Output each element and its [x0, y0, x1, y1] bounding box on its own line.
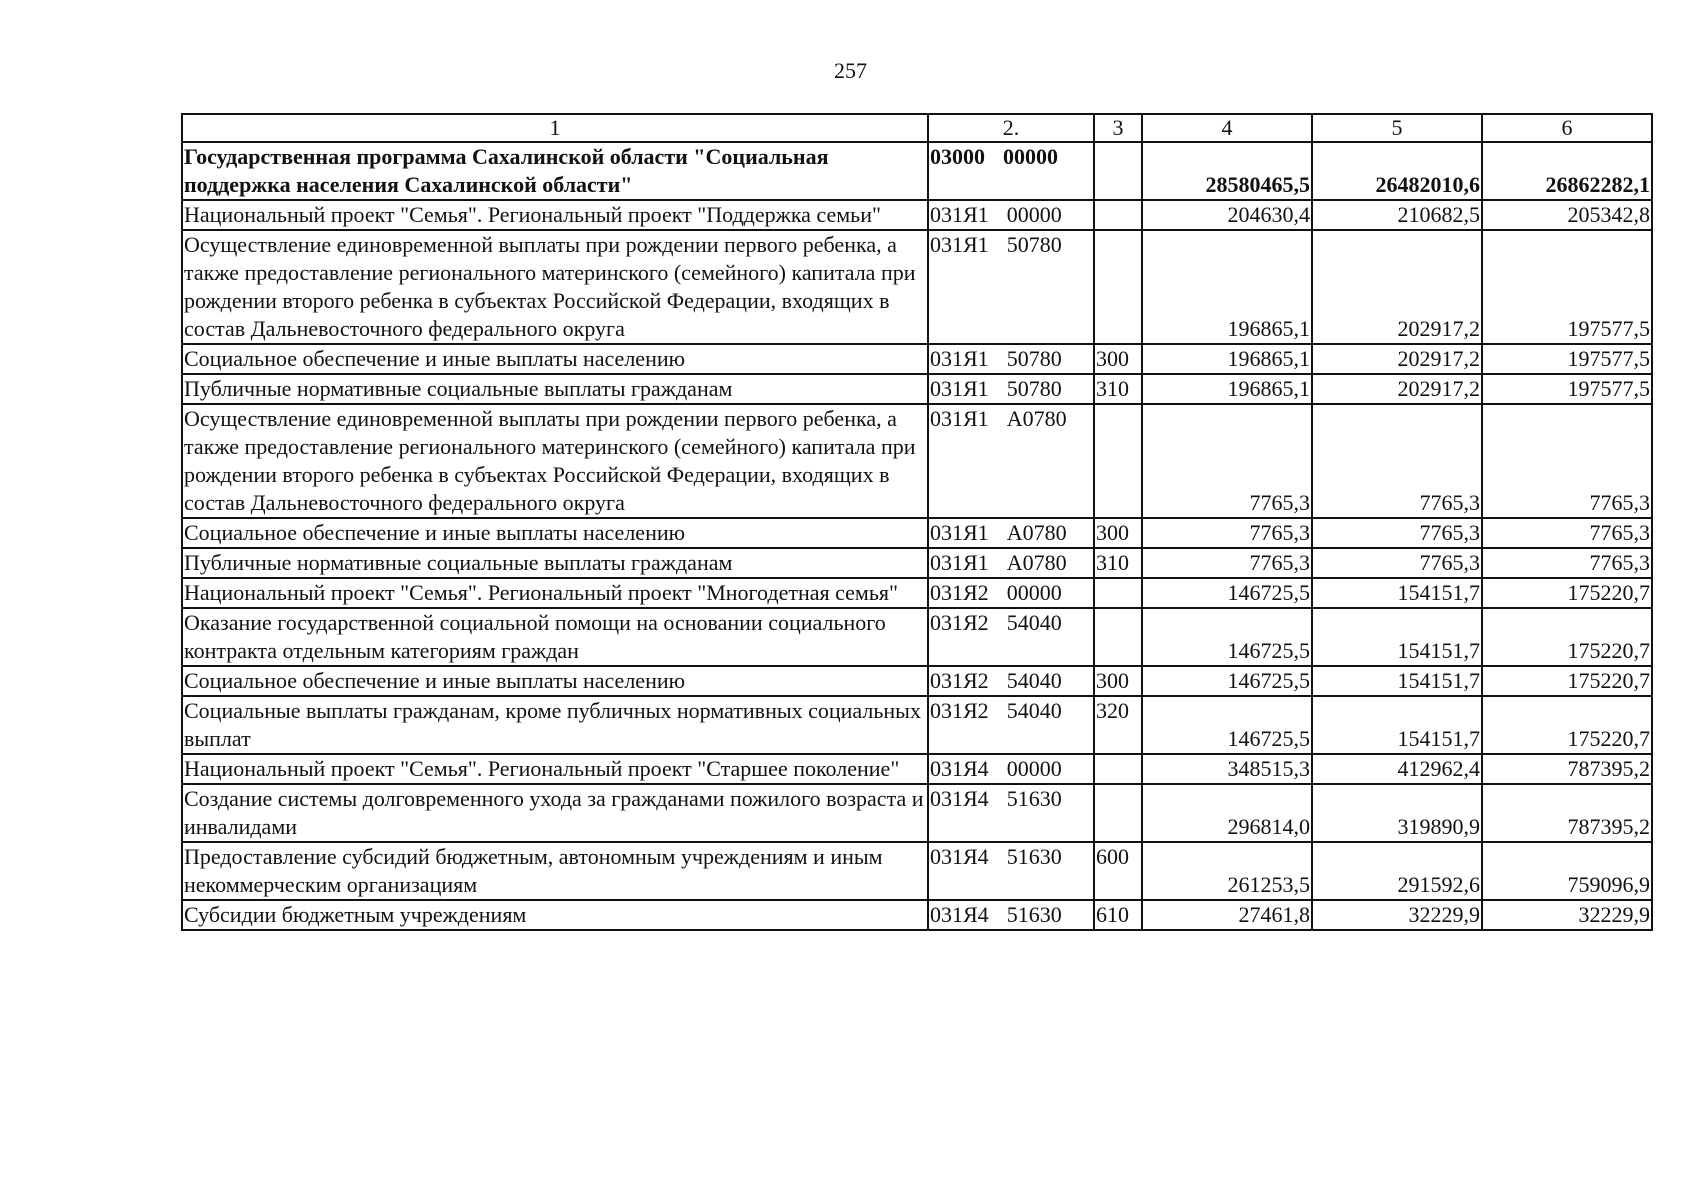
program-code: 031Я1 — [930, 202, 989, 227]
header-row — [182, 114, 1652, 142]
direction-code: А0780 — [1006, 550, 1067, 575]
row-value-6: 759096,9 — [1482, 842, 1652, 900]
row-value-5: 412962,4 — [1312, 754, 1482, 784]
row-value-4: 7765,3 — [1142, 548, 1312, 578]
table-row — [182, 518, 1652, 548]
table-row — [182, 754, 1652, 784]
row-value-6: 205342,8 — [1482, 200, 1652, 230]
row-value-6: 26862282,1 — [1482, 142, 1652, 200]
table-row — [182, 404, 1652, 518]
table-row — [182, 784, 1652, 842]
header-cell-3: 3 — [1094, 114, 1142, 142]
row-expense-type: 310 — [1094, 548, 1142, 578]
program-code: 031Я4 — [930, 756, 989, 781]
row-expense-type: 310 — [1094, 374, 1142, 404]
row-value-4: 196865,1 — [1142, 230, 1312, 344]
row-value-4: 261253,5 — [1142, 842, 1312, 900]
row-code — [928, 404, 1094, 518]
program-code: 031Я1 — [930, 346, 989, 371]
table-row — [182, 200, 1652, 230]
row-value-4: 27461,8 — [1142, 900, 1312, 930]
row-name: Национальный проект "Семья". Региональный проект "Многодетная семья" — [182, 578, 928, 608]
row-value-6: 7765,3 — [1482, 404, 1652, 518]
row-value-5: 32229,9 — [1312, 900, 1482, 930]
row-name: Публичные нормативные социальные выплаты гражданам — [182, 548, 928, 578]
row-expense-type — [1094, 784, 1142, 842]
page-number: 257 — [834, 58, 867, 83]
row-name: Предоставление субсидий бюджетным, автономным учреждениям и иным некоммерческим организациям — [182, 842, 928, 900]
direction-code: А0780 — [1006, 406, 1067, 431]
row-code — [928, 754, 1094, 784]
row-expense-type — [1094, 608, 1142, 666]
row-name: Социальное обеспечение и иные выплаты населению — [182, 344, 928, 374]
row-name: Создание системы долговременного ухода за гражданами пожилого возраста и инвалидами — [182, 784, 928, 842]
row-value-4: 146725,5 — [1142, 578, 1312, 608]
program-code: 031Я1 — [930, 376, 989, 401]
table-row — [182, 608, 1652, 666]
row-value-6: 197577,5 — [1482, 230, 1652, 344]
row-value-6: 7765,3 — [1482, 548, 1652, 578]
row-value-5: 319890,9 — [1312, 784, 1482, 842]
row-name: Осуществление единовременной выплаты при рождении первого ребенка, а также предоставление регионального материнского (семейного) капитала при рождении второго ребенка в субъектах Российской Федерации, входящих в состав Дальневосточного федерального округа — [182, 404, 928, 518]
program-code: 03000 — [930, 144, 985, 169]
header-cell-1: 1 — [182, 114, 928, 142]
row-code — [928, 784, 1094, 842]
row-value-5: 154151,7 — [1312, 578, 1482, 608]
row-value-5: 7765,3 — [1312, 548, 1482, 578]
row-expense-type — [1094, 230, 1142, 344]
row-name: Осуществление единовременной выплаты при рождении первого ребенка, а также предоставление регионального материнского (семейного) капитала при рождении второго ребенка в субъектах Российской Федерации, входящих в состав Дальневосточного федерального округа — [182, 230, 928, 344]
direction-code: 50780 — [1006, 346, 1062, 371]
direction-code: 51630 — [1006, 902, 1062, 927]
row-name: Социальные выплаты гражданам, кроме публичных нормативных социальных выплат — [182, 696, 928, 754]
row-value-4: 146725,5 — [1142, 696, 1312, 754]
row-expense-type: 610 — [1094, 900, 1142, 930]
row-value-6: 32229,9 — [1482, 900, 1652, 930]
table-row — [182, 374, 1652, 404]
row-code — [928, 696, 1094, 754]
row-code — [928, 374, 1094, 404]
row-code — [928, 518, 1094, 548]
row-value-6: 175220,7 — [1482, 696, 1652, 754]
program-code: 031Я2 — [930, 580, 989, 605]
row-value-4: 146725,5 — [1142, 666, 1312, 696]
program-code: 031Я1 — [930, 232, 989, 257]
header-cell-4: 4 — [1142, 114, 1312, 142]
row-code — [928, 200, 1094, 230]
row-value-4: 204630,4 — [1142, 200, 1312, 230]
row-value-4: 296814,0 — [1142, 784, 1312, 842]
row-code — [928, 608, 1094, 666]
table-row — [182, 666, 1652, 696]
row-code — [928, 666, 1094, 696]
row-value-4: 7765,3 — [1142, 404, 1312, 518]
program-code: 031Я2 — [930, 668, 989, 693]
row-value-4: 7765,3 — [1142, 518, 1312, 548]
row-value-5: 202917,2 — [1312, 344, 1482, 374]
row-value-5: 154151,7 — [1312, 696, 1482, 754]
row-value-6: 197577,5 — [1482, 374, 1652, 404]
table-row — [182, 696, 1652, 754]
direction-code: 00000 — [1006, 202, 1062, 227]
row-value-6: 787395,2 — [1482, 784, 1652, 842]
direction-code: 00000 — [1003, 144, 1058, 169]
row-value-4: 28580465,5 — [1142, 142, 1312, 200]
row-code — [928, 548, 1094, 578]
program-code: 031Я4 — [930, 902, 989, 927]
row-expense-type — [1094, 578, 1142, 608]
table-row — [182, 548, 1652, 578]
budget-table — [181, 113, 1653, 931]
row-value-5: 154151,7 — [1312, 608, 1482, 666]
row-name: Национальный проект "Семья". Региональный проект "Старшее поколение" — [182, 754, 928, 784]
program-code: 031Я1 — [930, 406, 989, 431]
row-expense-type: 300 — [1094, 518, 1142, 548]
row-value-6: 175220,7 — [1482, 608, 1652, 666]
row-expense-type: 300 — [1094, 666, 1142, 696]
row-value-5: 26482010,6 — [1312, 142, 1482, 200]
direction-code: 54040 — [1006, 668, 1062, 693]
row-value-6: 175220,7 — [1482, 666, 1652, 696]
table-row — [182, 230, 1652, 344]
row-value-5: 202917,2 — [1312, 374, 1482, 404]
row-value-4: 146725,5 — [1142, 608, 1312, 666]
row-name: Социальное обеспечение и иные выплаты населению — [182, 666, 928, 696]
direction-code: 50780 — [1006, 232, 1062, 257]
row-name: Национальный проект "Семья". Региональный проект "Поддержка семьи" — [182, 200, 928, 230]
row-value-4: 196865,1 — [1142, 374, 1312, 404]
row-code — [928, 142, 1094, 200]
row-expense-type — [1094, 404, 1142, 518]
row-value-6: 787395,2 — [1482, 754, 1652, 784]
row-expense-type — [1094, 142, 1142, 200]
row-code — [928, 230, 1094, 344]
row-code — [928, 842, 1094, 900]
direction-code: 00000 — [1006, 580, 1062, 605]
table-row — [182, 578, 1652, 608]
row-value-4: 348515,3 — [1142, 754, 1312, 784]
program-code: 031Я2 — [930, 610, 989, 635]
row-value-4: 196865,1 — [1142, 344, 1312, 374]
row-value-5: 291592,6 — [1312, 842, 1482, 900]
row-expense-type: 300 — [1094, 344, 1142, 374]
row-name: Оказание государственной социальной помощи на основании социального контракта отдельным категориям граждан — [182, 608, 928, 666]
row-expense-type — [1094, 200, 1142, 230]
row-name: Публичные нормативные социальные выплаты гражданам — [182, 374, 928, 404]
program-code: 031Я4 — [930, 786, 989, 811]
row-expense-type — [1094, 754, 1142, 784]
row-code — [928, 578, 1094, 608]
program-code: 031Я1 — [930, 520, 989, 545]
table-row — [182, 344, 1652, 374]
row-value-5: 202917,2 — [1312, 230, 1482, 344]
program-code: 031Я1 — [930, 550, 989, 575]
header-cell-2: 2. — [928, 114, 1094, 142]
row-value-5: 7765,3 — [1312, 518, 1482, 548]
direction-code: 50780 — [1006, 376, 1062, 401]
row-code — [928, 344, 1094, 374]
row-value-6: 7765,3 — [1482, 518, 1652, 548]
row-code — [928, 900, 1094, 930]
row-expense-type: 600 — [1094, 842, 1142, 900]
direction-code: А0780 — [1006, 520, 1067, 545]
direction-code: 54040 — [1006, 698, 1062, 723]
row-value-6: 197577,5 — [1482, 344, 1652, 374]
program-code: 031Я4 — [930, 844, 989, 869]
table-row — [182, 900, 1652, 930]
row-name: Субсидии бюджетным учреждениям — [182, 900, 928, 930]
direction-code: 51630 — [1006, 786, 1062, 811]
row-value-5: 7765,3 — [1312, 404, 1482, 518]
table-body — [182, 114, 1652, 930]
row-value-5: 210682,5 — [1312, 200, 1482, 230]
row-expense-type: 320 — [1094, 696, 1142, 754]
row-name: Государственная программа Сахалинской области "Социальная поддержка населения Сахалинской области" — [182, 142, 928, 200]
row-value-6: 175220,7 — [1482, 578, 1652, 608]
program-code: 031Я2 — [930, 698, 989, 723]
header-cell-5: 5 — [1312, 114, 1482, 142]
row-name: Социальное обеспечение и иные выплаты населению — [182, 518, 928, 548]
direction-code: 51630 — [1006, 844, 1062, 869]
direction-code: 00000 — [1006, 756, 1062, 781]
table-row — [182, 842, 1652, 900]
row-value-5: 154151,7 — [1312, 666, 1482, 696]
table-row — [182, 142, 1652, 200]
header-cell-6: 6 — [1482, 114, 1652, 142]
direction-code: 54040 — [1006, 610, 1062, 635]
